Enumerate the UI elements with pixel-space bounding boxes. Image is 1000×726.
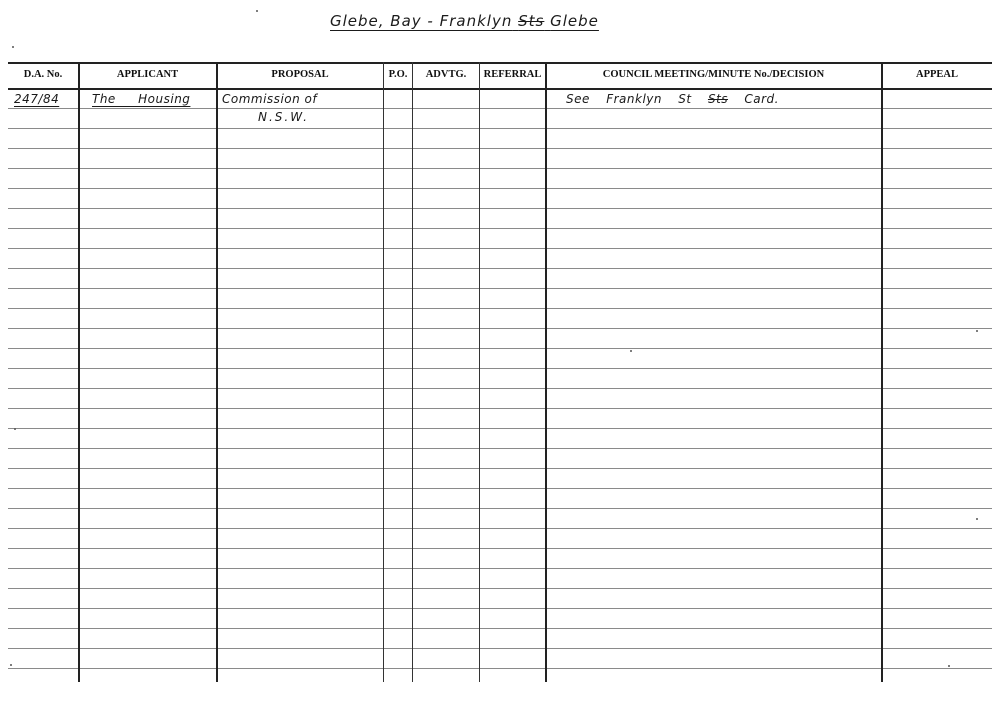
table-top-border <box>8 62 992 64</box>
row-rule <box>8 648 992 649</box>
col-header-po: P.O. <box>388 69 408 80</box>
row-rule <box>8 268 992 269</box>
entry-decision-post: Card. <box>744 92 779 106</box>
row-rule <box>8 568 992 569</box>
row-rule <box>8 388 992 389</box>
scan-speck <box>14 428 16 430</box>
row-rule <box>8 368 992 369</box>
scan-speck <box>12 46 14 48</box>
header-bottom-border <box>8 88 992 90</box>
row-rule <box>8 428 992 429</box>
col-divider <box>216 62 218 682</box>
col-divider <box>545 62 547 682</box>
row-rule <box>8 468 992 469</box>
scan-speck <box>10 664 12 666</box>
row-rule <box>8 348 992 349</box>
entry-decision <box>566 92 779 106</box>
col-divider <box>479 62 480 682</box>
col-header-decision: COUNCIL MEETING/MINUTE No./DECISION <box>602 69 825 80</box>
row-rule <box>8 628 992 629</box>
col-header-proposal: PROPOSAL <box>271 69 329 80</box>
scan-speck <box>630 350 632 352</box>
entry-da-no: 247/84 <box>14 92 60 106</box>
row-rule <box>8 308 992 309</box>
col-header-advtg: ADVTG. <box>425 69 467 80</box>
col-header-referral: REFERRAL <box>483 69 542 80</box>
row-rule <box>8 608 992 609</box>
scan-speck <box>948 665 950 667</box>
row-rule <box>8 288 992 289</box>
row-rule <box>8 148 992 149</box>
row-rule <box>8 668 992 669</box>
row-rule <box>8 228 992 229</box>
col-header-appeal: APPEAL <box>916 69 958 80</box>
entry-decision-pre: See Franklyn St <box>566 92 692 106</box>
col-header-da-no: D.A. No. <box>23 69 63 80</box>
title-text-end: Glebe <box>550 12 599 30</box>
row-rule <box>8 588 992 589</box>
entry-proposal-line1: Commission of <box>222 92 318 106</box>
row-rule <box>8 128 992 129</box>
title-struck-text: Sts <box>518 12 545 30</box>
entry-decision-struck: Sts <box>707 92 729 106</box>
row-rule <box>8 448 992 449</box>
row-rule <box>8 208 992 209</box>
col-header-applicant: APPLICANT <box>116 69 179 80</box>
entry-applicant: The Housing <box>92 92 191 106</box>
scan-speck <box>256 10 258 12</box>
row-rule <box>8 548 992 549</box>
row-rule <box>8 408 992 409</box>
row-rule <box>8 528 992 529</box>
row-rule <box>8 168 992 169</box>
row-rule <box>8 328 992 329</box>
col-divider <box>383 62 384 682</box>
title-text: Glebe, Bay - Franklyn <box>330 12 513 30</box>
scan-speck <box>976 518 978 520</box>
row-rule <box>8 508 992 509</box>
row-rule <box>8 248 992 249</box>
row-rule <box>8 188 992 189</box>
col-divider <box>78 62 80 682</box>
col-divider <box>412 62 413 682</box>
card-title <box>330 12 660 30</box>
row-rule <box>8 108 992 109</box>
col-divider <box>881 62 883 682</box>
scan-speck <box>976 330 978 332</box>
row-rule <box>8 488 992 489</box>
entry-proposal-line2: N.S.W. <box>258 110 309 124</box>
